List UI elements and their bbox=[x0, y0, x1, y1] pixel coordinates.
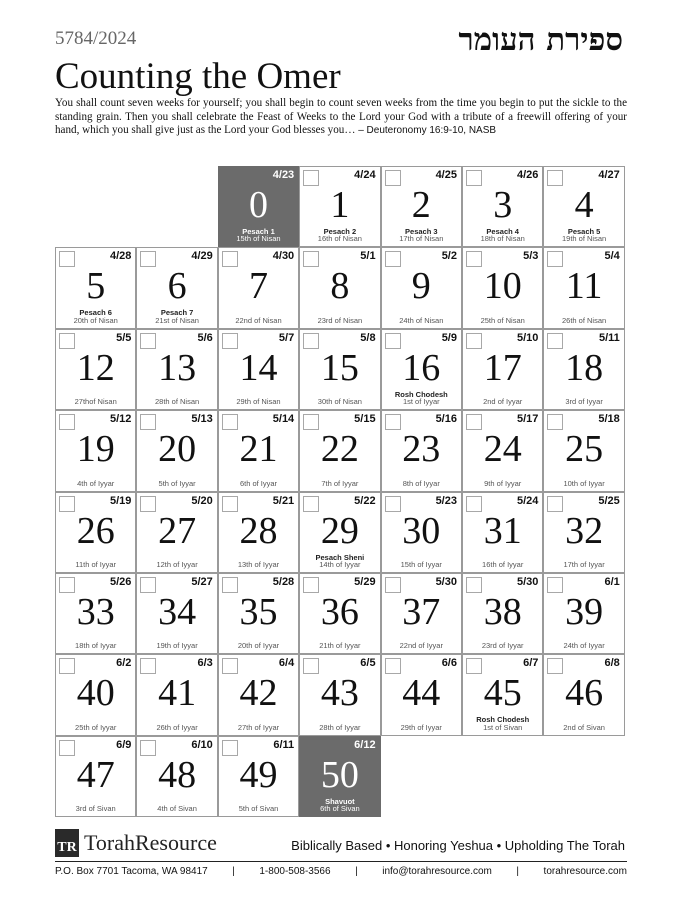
hebrew-date: 11th of Iyyar bbox=[75, 559, 117, 569]
omer-day-12 bbox=[55, 329, 136, 410]
omer-day-35 bbox=[218, 573, 299, 654]
separator: | bbox=[355, 866, 358, 877]
omer-day-20 bbox=[136, 410, 217, 491]
day-checkbox[interactable] bbox=[385, 170, 401, 186]
omer-day-37 bbox=[381, 573, 462, 654]
day-checkbox[interactable] bbox=[59, 333, 75, 349]
day-number: 6 bbox=[167, 265, 187, 308]
omer-day-48 bbox=[136, 736, 217, 817]
hebrew-date: 13th of Iyyar bbox=[237, 559, 280, 569]
day-date: 6/10 bbox=[191, 738, 213, 751]
day-number: 3 bbox=[493, 184, 513, 226]
hebrew-date: 19th of Iyyar bbox=[156, 641, 198, 651]
day-date: 5/3 bbox=[523, 250, 539, 263]
day-number: 4 bbox=[574, 184, 594, 226]
day-date: 5/20 bbox=[191, 494, 213, 507]
day-date: 5/10 bbox=[516, 331, 539, 344]
day-number: 42 bbox=[239, 672, 278, 715]
omer-day-18 bbox=[543, 329, 624, 410]
day-date: 5/2 bbox=[441, 250, 457, 263]
day-checkbox[interactable] bbox=[140, 496, 156, 512]
day-number: 22 bbox=[320, 428, 359, 471]
omer-day-17 bbox=[462, 329, 543, 410]
day-number: 19 bbox=[76, 428, 115, 471]
day-checkbox[interactable] bbox=[547, 577, 563, 593]
omer-day-1 bbox=[299, 166, 380, 247]
address: P.O. Box 7701 Tacoma, WA 98417 bbox=[55, 866, 208, 877]
torahresource-logo bbox=[55, 829, 217, 857]
omer-day-2 bbox=[381, 166, 462, 247]
omer-day-6 bbox=[136, 247, 217, 328]
hebrew-date: 2nd of Sivan bbox=[563, 722, 605, 732]
day-number: 48 bbox=[158, 753, 197, 796]
day-date: 6/3 bbox=[197, 657, 213, 670]
day-date: 5/17 bbox=[516, 413, 539, 426]
day-number: 18 bbox=[565, 346, 604, 389]
hebrew-date: 16th of Iyyar bbox=[482, 559, 524, 569]
omer-day-22 bbox=[299, 410, 380, 491]
day-date: 5/15 bbox=[354, 413, 376, 426]
day-checkbox[interactable] bbox=[466, 251, 482, 267]
day-date: 5/12 bbox=[109, 413, 132, 426]
day-checkbox[interactable] bbox=[59, 251, 75, 267]
page-title: Counting the Omer bbox=[55, 56, 341, 97]
day-checkbox[interactable] bbox=[547, 251, 563, 267]
day-number: 27 bbox=[158, 509, 197, 552]
hebrew-date: 5th of Sivan bbox=[238, 804, 279, 814]
day-number: 47 bbox=[76, 753, 115, 796]
day-label: Rosh Chodesh bbox=[394, 389, 448, 399]
day-label: Pesach 6 bbox=[79, 308, 112, 318]
day-checkbox[interactable] bbox=[222, 251, 238, 267]
day-number: 24 bbox=[483, 428, 522, 471]
day-number: 8 bbox=[330, 265, 350, 308]
day-number: 0 bbox=[248, 184, 268, 226]
omer-day-32 bbox=[543, 492, 624, 573]
omer-day-23 bbox=[381, 410, 462, 491]
hebrew-date: 22nd of Iyyar bbox=[399, 641, 443, 651]
hebrew-date: 15th of Iyyar bbox=[400, 559, 442, 569]
omer-grid bbox=[55, 166, 625, 817]
hebrew-date: 26th of Nisan bbox=[561, 315, 607, 325]
hebrew-date: 17th of Nisan bbox=[399, 234, 444, 244]
day-number: 13 bbox=[158, 346, 197, 389]
day-checkbox[interactable] bbox=[547, 496, 563, 512]
day-number: 16 bbox=[402, 346, 441, 389]
hebrew-date: 3rd of Iyyar bbox=[565, 397, 603, 407]
day-checkbox[interactable] bbox=[466, 333, 482, 349]
day-checkbox[interactable] bbox=[222, 577, 238, 593]
day-date: 5/14 bbox=[272, 413, 295, 426]
day-date: 5/23 bbox=[435, 494, 457, 507]
day-checkbox[interactable] bbox=[222, 740, 238, 756]
omer-day-46 bbox=[543, 654, 624, 735]
hebrew-date: 12th of Iyyar bbox=[156, 559, 198, 569]
day-label: Rosh Chodesh bbox=[476, 715, 530, 725]
hebrew-date: 29th of Nisan bbox=[236, 397, 281, 407]
day-number: 37 bbox=[402, 591, 441, 633]
day-date: 5/1 bbox=[360, 250, 376, 263]
day-number: 1 bbox=[330, 184, 350, 226]
omer-day-16 bbox=[381, 329, 462, 410]
day-number: 40 bbox=[76, 672, 115, 715]
hebrew-date: 1st of Sivan bbox=[483, 722, 523, 732]
hebrew-date: 9th of Iyyar bbox=[484, 478, 522, 488]
hebrew-date: 21st of Nisan bbox=[155, 315, 199, 325]
omer-day-50 bbox=[299, 736, 380, 817]
day-number: 46 bbox=[565, 672, 604, 715]
hebrew-date: 19th of Nisan bbox=[561, 234, 607, 244]
website-link[interactable]: torahresource.com bbox=[543, 866, 627, 877]
omer-day-43 bbox=[299, 654, 380, 735]
hebrew-date: 26th of Iyyar bbox=[156, 722, 198, 732]
day-checkbox[interactable] bbox=[59, 496, 75, 512]
omer-day-3 bbox=[462, 166, 543, 247]
omer-day-39 bbox=[543, 573, 624, 654]
day-number: 43 bbox=[320, 672, 359, 715]
day-date: 5/21 bbox=[272, 494, 295, 507]
day-label: Pesach 5 bbox=[567, 227, 601, 236]
day-checkbox[interactable] bbox=[303, 496, 319, 512]
day-date: 5/22 bbox=[354, 494, 376, 507]
day-date: 6/9 bbox=[116, 738, 132, 751]
intro-paragraph bbox=[55, 97, 627, 138]
hebrew-date: 17th of Iyyar bbox=[563, 559, 605, 569]
day-checkbox[interactable] bbox=[140, 577, 156, 593]
day-number: 33 bbox=[76, 591, 115, 633]
day-number: 49 bbox=[239, 753, 278, 796]
omer-day-10 bbox=[462, 247, 543, 328]
hebrew-date: 30th of Nisan bbox=[317, 397, 362, 407]
omer-day-31 bbox=[462, 492, 543, 573]
day-number: 34 bbox=[158, 591, 197, 633]
intro-text: You shall count seven weeks for yourself; you shall begin to count seven weeks from the time you begin to put the sickle to the standing grain. Then you shall celebrate the Feast of Weeks to the Lord your God with a tribute of a freewill offering of your hand, which you shall give just as the Lord your God blesses you… bbox=[55, 97, 627, 137]
hebrew-date: 2nd of Iyyar bbox=[483, 397, 523, 407]
hebrew-date: 23rd of Iyyar bbox=[481, 641, 524, 651]
day-date: 5/9 bbox=[441, 331, 457, 344]
day-label: Pesach Sheni bbox=[315, 552, 365, 562]
day-number: 45 bbox=[483, 672, 522, 715]
day-number: 25 bbox=[565, 428, 604, 471]
hebrew-date: 15th of Nisan bbox=[236, 234, 281, 244]
hebrew-date: 8th of Iyyar bbox=[402, 478, 440, 488]
day-checkbox[interactable] bbox=[222, 496, 238, 512]
omer-day-15 bbox=[299, 329, 380, 410]
day-checkbox[interactable] bbox=[547, 414, 563, 430]
omer-day-27 bbox=[136, 492, 217, 573]
hebrew-date: 1st of Iyyar bbox=[402, 397, 440, 407]
day-checkbox[interactable] bbox=[303, 658, 319, 674]
day-checkbox[interactable] bbox=[385, 577, 401, 593]
day-checkbox[interactable] bbox=[547, 170, 563, 186]
day-number: 23 bbox=[402, 428, 441, 471]
separator: | bbox=[516, 866, 520, 877]
day-number: 50 bbox=[320, 753, 359, 796]
day-date: 5/24 bbox=[516, 494, 539, 507]
day-number: 14 bbox=[239, 346, 278, 389]
omer-day-9 bbox=[381, 247, 462, 328]
day-number: 7 bbox=[248, 265, 268, 308]
omer-day-42 bbox=[218, 654, 299, 735]
day-date: 6/8 bbox=[604, 657, 620, 670]
day-date: 5/27 bbox=[191, 576, 213, 588]
hebrew-date: 25th of Nisan bbox=[480, 315, 525, 325]
day-date: 4/27 bbox=[598, 169, 620, 181]
omer-day-30 bbox=[381, 492, 462, 573]
day-checkbox[interactable] bbox=[140, 740, 156, 756]
day-checkbox[interactable] bbox=[385, 251, 401, 267]
day-date: 5/28 bbox=[272, 576, 295, 588]
hebrew-title: ספירת העומר bbox=[458, 22, 623, 58]
omer-day-29 bbox=[299, 492, 380, 573]
day-number: 2 bbox=[411, 184, 431, 226]
omer-day-11 bbox=[543, 247, 624, 328]
day-number: 36 bbox=[320, 591, 359, 633]
separator: | bbox=[232, 866, 235, 877]
hebrew-date: 10th of Iyyar bbox=[563, 478, 605, 488]
day-checkbox[interactable] bbox=[466, 658, 482, 674]
hebrew-date: 28th of Iyyar bbox=[319, 722, 361, 732]
hebrew-date: 20th of Iyyar bbox=[237, 641, 280, 651]
day-number: 35 bbox=[239, 591, 278, 633]
omer-day-49 bbox=[218, 736, 299, 817]
day-date: 5/4 bbox=[604, 250, 620, 263]
omer-day-4 bbox=[543, 166, 624, 247]
logo-text: TorahResource bbox=[84, 830, 217, 855]
hebrew-date: 24th of Iyyar bbox=[563, 641, 605, 651]
intro-citation: – Deuteronomy 16:9-10, NASB bbox=[358, 125, 497, 137]
day-checkbox[interactable] bbox=[59, 658, 75, 674]
day-checkbox[interactable] bbox=[222, 414, 238, 430]
omer-day-8 bbox=[299, 247, 380, 328]
day-number: 21 bbox=[239, 428, 278, 471]
day-date: 5/25 bbox=[598, 494, 620, 507]
day-date: 6/1 bbox=[604, 576, 620, 588]
day-number: 9 bbox=[411, 265, 431, 308]
omer-day-44 bbox=[381, 654, 462, 735]
day-date: 4/29 bbox=[191, 250, 213, 263]
day-checkbox[interactable] bbox=[466, 170, 482, 186]
day-date: 5/30 bbox=[516, 576, 539, 588]
day-checkbox[interactable] bbox=[385, 658, 401, 674]
day-number: 39 bbox=[565, 591, 604, 633]
day-checkbox[interactable] bbox=[303, 333, 319, 349]
email-link[interactable]: info@torahresource.com bbox=[382, 866, 492, 877]
day-checkbox[interactable] bbox=[547, 658, 563, 674]
hebrew-date: 23rd of Nisan bbox=[317, 315, 363, 325]
day-checkbox[interactable] bbox=[385, 496, 401, 512]
day-date: 4/26 bbox=[516, 169, 539, 181]
omer-day-40 bbox=[55, 654, 136, 735]
hebrew-date: 18th of Nisan bbox=[480, 234, 525, 244]
day-date: 4/24 bbox=[354, 169, 376, 181]
hebrew-date: 7th of Iyyar bbox=[321, 478, 359, 488]
day-date: 4/25 bbox=[435, 169, 457, 181]
day-number: 17 bbox=[483, 346, 522, 389]
hebrew-date: 16th of Nisan bbox=[317, 234, 362, 244]
day-number: 41 bbox=[158, 672, 197, 715]
day-checkbox[interactable] bbox=[59, 577, 75, 593]
day-checkbox[interactable] bbox=[59, 740, 75, 756]
day-label: Pesach 7 bbox=[160, 308, 194, 318]
day-label: Pesach 4 bbox=[486, 227, 519, 236]
day-number: 28 bbox=[239, 509, 278, 552]
day-checkbox[interactable] bbox=[140, 333, 156, 349]
omer-day-34 bbox=[136, 573, 217, 654]
omer-day-28 bbox=[218, 492, 299, 573]
day-checkbox[interactable] bbox=[303, 414, 319, 430]
day-date: 5/16 bbox=[435, 413, 457, 426]
hebrew-date: 24th of Nisan bbox=[399, 315, 444, 325]
day-label: Shavuot bbox=[325, 796, 355, 806]
hebrew-date: 18th of Iyyar bbox=[75, 641, 117, 651]
hebrew-date: 27thof Nisan bbox=[74, 397, 117, 407]
day-checkbox[interactable] bbox=[547, 333, 563, 349]
day-number: 12 bbox=[76, 346, 115, 389]
day-date: 5/7 bbox=[278, 331, 295, 344]
day-date: 5/26 bbox=[109, 576, 132, 588]
day-checkbox[interactable] bbox=[385, 414, 401, 430]
omer-day-14 bbox=[218, 329, 299, 410]
hebrew-date: 14th of Iyyar bbox=[319, 559, 361, 569]
day-date: 6/5 bbox=[360, 657, 376, 670]
omer-day-33 bbox=[55, 573, 136, 654]
day-date: 6/7 bbox=[523, 657, 539, 670]
day-date: 6/4 bbox=[278, 657, 295, 670]
footer-divider bbox=[55, 861, 627, 862]
day-checkbox[interactable] bbox=[303, 170, 319, 186]
hebrew-date: 22nd of Nisan bbox=[235, 315, 282, 325]
omer-day-25 bbox=[543, 410, 624, 491]
omer-day-47 bbox=[55, 736, 136, 817]
day-checkbox[interactable] bbox=[140, 414, 156, 430]
omer-day-21 bbox=[218, 410, 299, 491]
hebrew-date: 6th of Sivan bbox=[320, 804, 360, 814]
hebrew-date: 27th of Iyyar bbox=[237, 722, 280, 732]
omer-day-5 bbox=[55, 247, 136, 328]
day-date: 5/30 bbox=[435, 576, 457, 588]
day-label: Pesach 3 bbox=[405, 227, 438, 236]
day-date: 6/11 bbox=[273, 738, 295, 751]
day-date: 5/13 bbox=[191, 413, 213, 426]
day-date: 5/5 bbox=[116, 331, 132, 344]
day-checkbox[interactable] bbox=[466, 577, 482, 593]
hebrew-date: 20th of Nisan bbox=[73, 315, 118, 325]
day-checkbox[interactable] bbox=[140, 658, 156, 674]
day-date: 5/11 bbox=[598, 331, 620, 344]
hebrew-date: 5th of Iyyar bbox=[158, 478, 196, 488]
omer-day-38 bbox=[462, 573, 543, 654]
day-number: 44 bbox=[402, 672, 441, 715]
hebrew-date: 29th of Iyyar bbox=[400, 722, 442, 732]
day-number: 5 bbox=[86, 265, 106, 308]
day-number: 26 bbox=[76, 509, 115, 552]
day-date: 4/23 bbox=[272, 169, 295, 181]
day-label: Pesach 2 bbox=[323, 227, 357, 236]
day-checkbox[interactable] bbox=[303, 577, 319, 593]
omer-day-7 bbox=[218, 247, 299, 328]
day-date: 5/29 bbox=[354, 576, 376, 588]
day-number: 38 bbox=[483, 591, 522, 633]
hebrew-date: 25th of Iyyar bbox=[75, 722, 117, 732]
hebrew-date: 28th of Nisan bbox=[154, 397, 200, 407]
logo-mark: TR bbox=[55, 829, 79, 857]
day-date: 5/19 bbox=[109, 494, 132, 507]
hebrew-date: 3rd of Sivan bbox=[75, 804, 116, 814]
omer-day-41 bbox=[136, 654, 217, 735]
omer-day-19 bbox=[55, 410, 136, 491]
day-checkbox[interactable] bbox=[466, 414, 482, 430]
omer-day-13 bbox=[136, 329, 217, 410]
day-number: 20 bbox=[158, 428, 197, 471]
day-checkbox[interactable] bbox=[303, 251, 319, 267]
day-checkbox[interactable] bbox=[385, 333, 401, 349]
day-label: Pesach 1 bbox=[242, 227, 275, 236]
omer-day-24 bbox=[462, 410, 543, 491]
day-checkbox[interactable] bbox=[222, 658, 238, 674]
day-number: 29 bbox=[320, 509, 359, 552]
contact-line bbox=[55, 866, 627, 877]
day-date: 6/2 bbox=[116, 657, 132, 670]
day-checkbox[interactable] bbox=[140, 251, 156, 267]
day-date: 4/30 bbox=[272, 250, 295, 263]
day-number: 31 bbox=[483, 509, 522, 552]
tagline: Biblically Based • Honoring Yeshua • Upholding The Torah bbox=[291, 838, 625, 853]
day-date: 5/8 bbox=[360, 331, 376, 344]
day-number: 10 bbox=[483, 265, 522, 308]
day-date: 4/28 bbox=[109, 250, 132, 263]
hebrew-date: 6th of Iyyar bbox=[239, 478, 278, 488]
omer-day-0 bbox=[218, 166, 299, 247]
day-number: 15 bbox=[320, 346, 359, 389]
hebrew-date: 4th of Iyyar bbox=[77, 478, 115, 488]
day-date: 5/18 bbox=[598, 413, 620, 426]
day-number: 11 bbox=[565, 265, 603, 308]
hebrew-date: 21th of Iyyar bbox=[319, 641, 361, 651]
day-checkbox[interactable] bbox=[222, 333, 238, 349]
day-checkbox[interactable] bbox=[466, 496, 482, 512]
omer-day-26 bbox=[55, 492, 136, 573]
omer-day-36 bbox=[299, 573, 380, 654]
day-number: 30 bbox=[402, 509, 441, 552]
omer-day-45 bbox=[462, 654, 543, 735]
day-date: 5/6 bbox=[197, 331, 213, 344]
year-label: 5784/2024 bbox=[55, 28, 137, 49]
day-checkbox[interactable] bbox=[59, 414, 75, 430]
phone: 1-800-508-3566 bbox=[259, 866, 331, 877]
hebrew-date: 4th of Sivan bbox=[157, 804, 197, 814]
day-date: 6/12 bbox=[354, 738, 376, 751]
day-number: 32 bbox=[565, 509, 604, 552]
day-date: 6/6 bbox=[441, 657, 457, 670]
